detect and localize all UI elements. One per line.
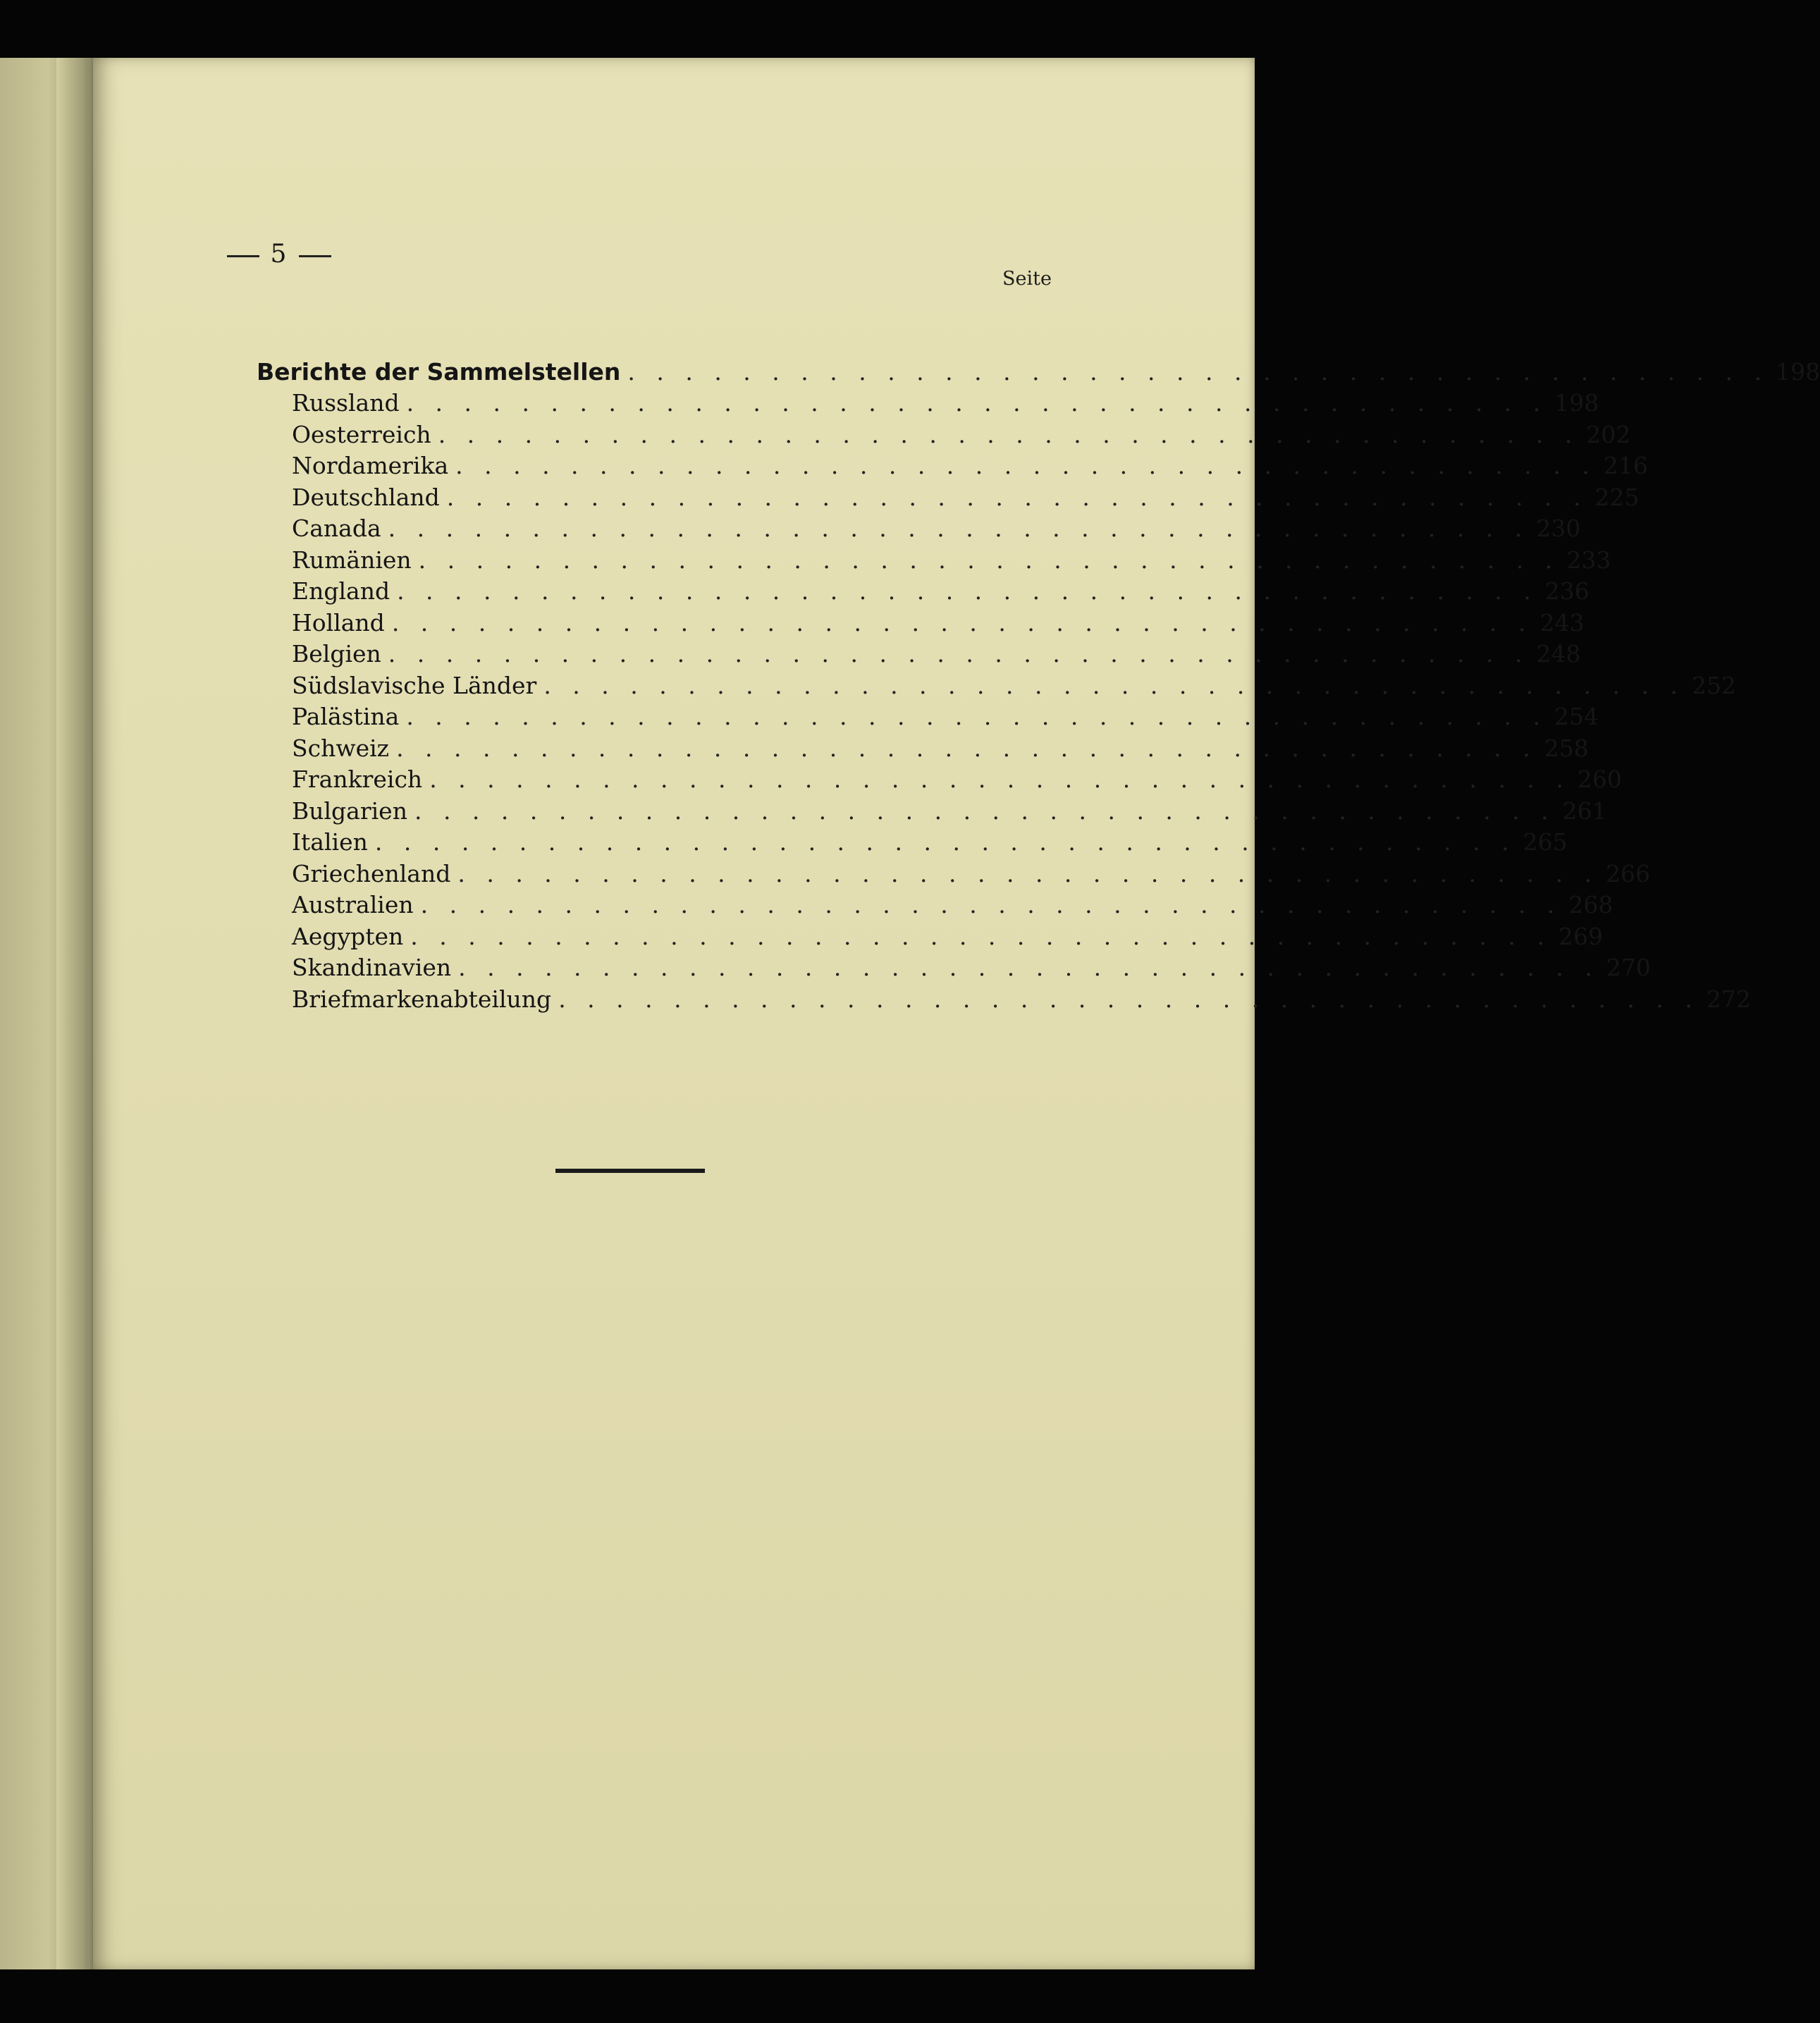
toc-entry-page: 216 — [1603, 452, 1648, 479]
dot-leader: . . . . . . . . . . . . . . . . . . . . . . . . . . . . . . . . . . . . . . . . — [396, 734, 1537, 762]
toc-entry-row — [292, 639, 1581, 670]
toc-entry-page: 225 — [1594, 483, 1640, 511]
toc-entry-row — [292, 796, 1607, 827]
toc-entry-row — [292, 859, 1651, 890]
toc-entry-title: Deutschland — [292, 483, 440, 511]
toc-entry-row — [292, 450, 1648, 481]
dot-leader: . . . . . . . . . . . . . . . . . . . . . . . . . . . . . . . . . . . . . . . . — [420, 891, 1562, 918]
column-header-seite: Seite — [1002, 268, 1052, 290]
left-page-edge — [0, 58, 106, 1969]
toc-entry-row — [292, 701, 1599, 732]
dot-leader: . . . . . . . . . . . . . . . . . . . . . . . . . . . . . . . . . . . . . . . . — [418, 546, 1560, 574]
dot-leader: . . . . . . . . . . . . . . . . . . . . . . . . . . . . . . . . . . . . . . . . — [627, 358, 1769, 386]
dot-leader: . . . . . . . . . . . . . . . . . . . . . . . . . . . . . . . . . . . . . . . . — [414, 797, 1556, 825]
toc-entry-page: 258 — [1544, 734, 1589, 762]
toc-entry-title: Oesterreich — [292, 420, 431, 448]
page-number: 5 — [270, 240, 288, 269]
toc-entry-page: 270 — [1606, 954, 1651, 981]
toc-entry-title: Briefmarkenabteilung — [292, 985, 552, 1013]
toc-entry-page: 254 — [1554, 703, 1599, 730]
toc-entry-page: 233 — [1566, 546, 1611, 574]
section-divider — [555, 1169, 705, 1173]
toc-entry-title: Griechenland — [292, 859, 451, 887]
toc-entry-row — [292, 827, 1568, 858]
toc-entry-row — [292, 388, 1599, 419]
toc-entry-row — [292, 890, 1613, 921]
toc-entry-title: Bulgarien — [292, 797, 407, 825]
toc-entry-title: Russland — [292, 389, 400, 417]
toc-entry-title: Frankreich — [292, 765, 423, 793]
toc-entry-title: England — [292, 577, 391, 605]
toc-entry-row — [292, 921, 1603, 952]
dot-leader: . . . . . . . . . . . . . . . . . . . . . . . . . . . . . . . . . . . . . . . . — [446, 483, 1588, 511]
dot-leader: . . . . . . . . . . . . . . . . . . . . . . . . . . . . . . . . . . . . . . . . — [438, 420, 1580, 448]
toc-entry-title: Canada — [292, 515, 381, 542]
toc-entry-row — [292, 764, 1622, 795]
dash-left — [227, 255, 259, 257]
document-page — [93, 58, 1820, 1969]
toc-entry-page: 236 — [1544, 577, 1590, 605]
toc-entry-page: 265 — [1523, 828, 1568, 856]
toc-entry-row — [292, 608, 1585, 639]
dot-leader: . . . . . . . . . . . . . . . . . . . . . . . . . . . . . . . . . . . . . . . . — [543, 671, 1685, 699]
toc-entry-page: 243 — [1539, 608, 1585, 637]
toc-entry-row — [292, 733, 1589, 764]
toc-heading-row — [257, 357, 1820, 388]
toc-entry-row — [292, 482, 1640, 513]
dot-leader: . . . . . . . . . . . . . . . . . . . . . . . . . . . . . . . . . . . . . . . . — [457, 859, 1599, 887]
toc-entry-title: Australien — [292, 891, 414, 918]
toc-entry-page: 248 — [1536, 640, 1581, 668]
toc-entry-row — [292, 513, 1581, 544]
toc-entry-row — [292, 670, 1737, 701]
dot-leader: . . . . . . . . . . . . . . . . . . . . . . . . . . . . . . . . . . . . . . . . — [391, 608, 1533, 637]
dash-right — [299, 255, 331, 257]
dot-leader: . . . . . . . . . . . . . . . . . . . . . . . . . . . . . . . . . . . . . . . . — [410, 922, 1551, 950]
dot-leader: . . . . . . . . . . . . . . . . . . . . . . . . . . . . . . . . . . . . . . . . — [455, 452, 1597, 479]
dot-leader: . . . . . . . . . . . . . . . . . . . . . . . . . . . . . . . . . . . . . . . . — [558, 985, 1699, 1013]
toc-entry-page: 252 — [1692, 671, 1737, 699]
dot-leader: . . . . . . . . . . . . . . . . . . . . . . . . . . . . . . . . . . . . . . . . — [374, 828, 1516, 856]
toc-entry-title: Skandinavien — [292, 954, 452, 981]
dot-leader: . . . . . . . . . . . . . . . . . . . . . . . . . . . . . . . . . . . . . . . . — [388, 515, 1530, 542]
toc-entry-page: 266 — [1606, 859, 1651, 887]
dot-leader: . . . . . . . . . . . . . . . . . . . . . . . . . . . . . . . . . . . . . . . . — [397, 577, 1538, 605]
toc-entry-row — [292, 984, 1751, 1015]
toc-entry-title: Holland — [292, 608, 385, 637]
toc-entry-row — [292, 576, 1590, 607]
dot-leader: . . . . . . . . . . . . . . . . . . . . . . . . . . . . . . . . . . . . . . . . — [458, 954, 1599, 981]
toc-entry-page: 202 — [1586, 420, 1631, 448]
toc-entry-page: 230 — [1536, 515, 1581, 542]
toc-entry-row — [292, 545, 1611, 576]
dot-leader: . . . . . . . . . . . . . . . . . . . . . . . . . . . . . . . . . . . . . . . . — [388, 640, 1530, 668]
toc-entry-title: Rumänien — [292, 546, 412, 574]
toc-entry-title: Schweiz — [292, 734, 390, 762]
toc-entry-title: Belgien — [292, 640, 381, 668]
toc-entry-page: 269 — [1558, 922, 1603, 950]
toc-entry-page: 268 — [1568, 891, 1613, 918]
page-number-header — [0, 240, 860, 269]
toc-heading-page: 198 — [1776, 358, 1820, 386]
toc-entry-title: Italien — [292, 828, 368, 856]
toc-heading-title: Berichte der Sammelstellen — [257, 358, 621, 386]
toc-entry-page: 261 — [1562, 797, 1607, 825]
toc-entry-title: Palästina — [292, 703, 400, 730]
toc-entry-page: 260 — [1577, 765, 1622, 793]
dot-leader: . . . . . . . . . . . . . . . . . . . . . . . . . . . . . . . . . . . . . . . . — [429, 765, 1570, 793]
toc-entry-title: Nordamerika — [292, 452, 449, 479]
toc-entry-row — [292, 419, 1631, 450]
toc-entry-page: 198 — [1554, 389, 1599, 417]
toc-entry-page: 272 — [1706, 985, 1751, 1013]
dot-leader: . . . . . . . . . . . . . . . . . . . . . . . . . . . . . . . . . . . . . . . . — [406, 703, 1548, 730]
toc-entry-title: Südslavische Länder — [292, 671, 537, 699]
toc-entry-row — [292, 952, 1651, 983]
dot-leader: . . . . . . . . . . . . . . . . . . . . . . . . . . . . . . . . . . . . . . . . — [406, 389, 1548, 417]
toc-entry-title: Aegypten — [292, 922, 404, 950]
left-page-highlight — [56, 58, 85, 1969]
